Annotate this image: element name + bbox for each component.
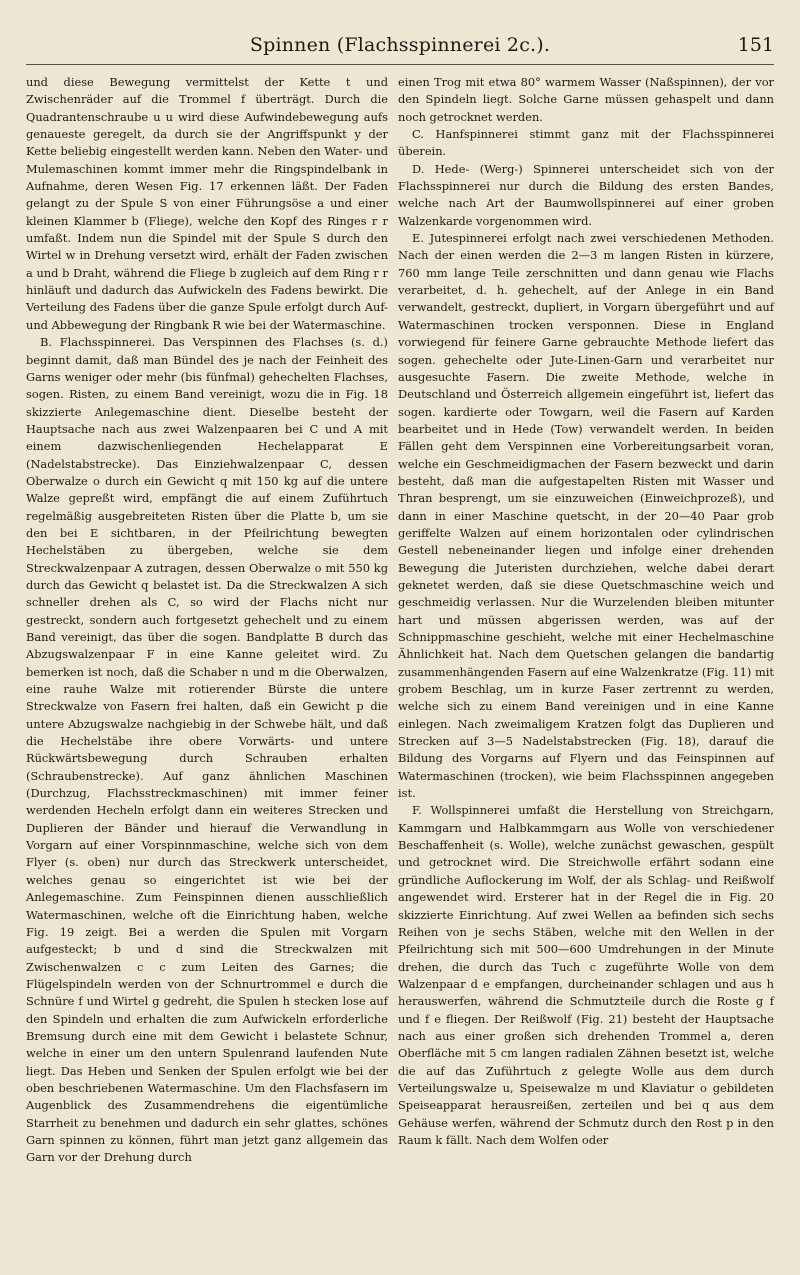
page-number: 151 [737, 34, 774, 56]
paragraph-flachsspinnerei: B. Flachsspinnerei. Das Verspinnen des Flachses (s. d.) beginnt damit, daß man Bündel des je nach der Feinheit des Garns weniger oder mehr (bis fünfmal) gehechelten Flachses, sogen. Risten, zu einem Band vereinigt, wozu die in Fig. 18 skizzierte Anlegemaschine dient. Dieselbe besteht der Hauptsache nach aus zwei Walzenpaaren bei C und A mit einem dazwischenliegenden Hechelapparat E (Nadelstabstrecke). Das Einziehwalzenpaar C, dessen Oberwalze o durch ein Gewicht q mit 150 kg auf die untere Walze gepreßt wird, empfängt die auf einem Zuführtuch regelmäßig ausgebreiteten Risten über die Platte b, um sie den bei E sichtbaren, in der Pfeilrichtung bewegten Hechelstäben zu übergeben, welche sie dem Streckwalzenpaar A zutragen, dessen Oberwalze o mit 550 kg durch das Gewicht q belastet ist. Da die Streckwalzen A sich schneller drehen als C, so wird der Flachs nicht nur gestreckt, sondern auch fortgesetzt gehechelt und zu einem Band vereinigt, das über die sogen. Bandplatte B durch das Abzugswalzenpaar F in eine Kanne geleitet wird. Zu bemerken ist noch, daß die Schaber n und m die Oberwalzen, eine rauhe Walze mit rotierender Bürste die untere Streckwalze von Fasern frei halten, daß ein Gewicht p die untere Abzugswalze nachgiebig in der Schwebe hält, und daß die Hechelstäbe ihre obere Vorwärts- und untere Rückwärtsbewegung durch Schrauben erhalten (Schraubenstrecke). Auf ganz ähnlichen Maschinen (Durchzug, Flachsstreckmaschinen) mit immer feiner werdenden Hecheln erfolgt dann ein weiteres Strecken und Duplieren der Bänder und hierauf die Verwandlung in Vorgarn auf einer Vorspinnmaschine, welche sich von dem Flyer (s. oben) nur durch das Streckwerk unterscheidet, welches genau so eingerichtet ist wie bei der Anlegemaschine. Zum Feinspinnen dienen ausschließlich Watermaschinen, welche oft die Einrichtung haben, welche Fig. 19 zeigt. Bei a werden die Spulen mit Vorgarn aufgesteckt; b und d sind die Streckwalzen mit Zwischenwalzen c c zum Leiten des Garnes; die Flügelspindeln werden von der Schnurtrommel e durch die Schnüre f und Wirtel g gedreht, die Spulen h stecken lose auf den Spindeln und erhalten die zum Aufwickeln erforderliche Bremsung durch eine mit dem Gewicht i belastete Schnur, welche in einer um den untern Spulenrand laufenden Nute liegt. Das Heben und Senken der Spulen erfolgt wie bei der oben beschriebenen Watermaschine. Um den Flachsfasern im Augenblick des Zusammendrehens die eigentümliche Starrheit zu benehmen und dadurch ein sehr glattes, schönes Garn spinnen zu können, führt man jetzt ganz allgemein das Garn vor der Drehung durch [26, 335, 388, 1165]
running-title: Spinnen (Flachsspinnerei 2c.). [249, 34, 551, 56]
paragraph-hedespinnerei: D. Hede- (Werg-) Spinnerei unterscheidet sich von der Flachsspinnerei nur durch die Bildung des ersten Bandes, welche nach Art der Baumwollspinnerei auf einer groben Walzenkarde vorgenommen wird. [398, 161, 774, 228]
right-column [398, 74, 774, 1149]
paragraph-jutespinnerei: E. Jutespinnerei erfolgt nach zwei verschiedenen Methoden. Nach der einen werden die 2—3 m langen Risten in kürzere, 760 mm lange Teile zerschnitten und dann genau wie Flachs verarbeitet, d. h. gehechelt, auf der Anlege in ein Band verwandelt, gestreckt, dupliert, in Vorgarn übergeführt und auf Watermaschinen trocken versponnen. Diese in England vorwiegend für feinere Garne gebrauchte Methode liefert das sogen. gehechelte oder Jute-Linen-Garn und verarbeitet nur ausgesuchte Fasern. Die zweite Methode, welche in Deutschland und Österreich allgemein eingeführt ist, liefert das sogen. kardierte oder Towgarn, weil die Fasern auf Karden bearbeitet und in Hede (Tow) verwandelt werden. In beiden Fällen geht dem Verspinnen eine Vorbereitungsarbeit voran, welche ein Geschmeidigmachen der Fasern bezweckt und darin besteht, daß man die aufgestapelten Risten mit Wasser und Thran besprengt, um sie einzuweichen (Einweichprozeß), und dann in einer Maschine quetscht, in der 20—40 Paar grob geriffelte Walzen auf einem horizontalen oder cylindrischen Gestell nebeneinander liegen und infolge einer drehenden Bewegung die Juteristen durchziehen, welche dabei derart geknetet werden, daß sie diese Quetschmaschine weich und geschmeidig verlassen. Nur die Wurzelenden bleiben mitunter hart und müssen abgerissen werden, was auf der Schnippmaschine geschieht, welche mit einer Hechelmaschine Ähnlichkeit hat. Nach dem Quetschen gelangen die bandartig zusammenhängenden Fasern auf eine Walzenkratze (Fig. 11) mit grobem Beschlag, um in kurze Faser zertrennt zu werden, welche sich zu einem Band vereinigen und in eine Kanne einlegen. Nach zweimaligem Kratzen folgt das Duplieren und Strecken auf 3—5 Nadelstabstrecken (Fig. 18), darauf die Bildung des Vorgarns auf Flyern und das Feinspinnen auf Watermaschinen (trocken), wie beim Flachsspinnen angegeben ist. [398, 231, 774, 801]
paragraph-wollspinnerei: F. Wollspinnerei umfaßt die Herstellung von Streichgarn, Kammgarn und Halbkammgarn aus Wolle von verschiedener Beschaffenheit (s. Wolle), welche zunächst gewaschen, gespült und getrocknet wird. Die Streichwolle erfährt sodann eine gründliche Auflockerung im Wolf, der als Schlag- und Reißwolf angewendet wird. Ersterer hat in der Regel die in Fig. 20 skizzierte Einrichtung. Auf zwei Wellen aa befinden sich sechs Reihen von je sechs Stäben, welche mit den Wellen in der Pfeilrichtung sich mit 500—600 Umdrehungen in der Minute drehen, die durch das Tuch c zugeführte Wolle von dem Walzenpaar d e empfangen, durcheinander schlagen und aus h herauswerfen, während die Schmutzteile durch die Roste g f und f e fliegen. Der Reißwolf (Fig. 21) besteht der Hauptsache nach aus einer großen sich drehenden Trommel a, deren Oberfläche mit 5 cm langen radialen Zähnen besetzt ist, welche die auf das Zuführtuch z gelegte Wolle aus dem durch Verteilungswalze u, Speisewalze m und Klaviatur o gebildeten Speiseapparat herausreißen, zerteilen und bei q aus dem Gehäuse werfen, während der Schmutz durch den Rost p in den Raum k fällt. Nach dem Wolfen oder [398, 803, 774, 1147]
left-column [26, 74, 388, 1167]
paragraph: und diese Bewegung vermittelst der Kette t und Zwischenräder auf die Trommel f überträgt. Durch die Quadrantenschraube u u wird diese Aufwindebewegung aufs genaueste geregelt, da durch sie der Angriffspunkt y der Kette beliebig eingestellt werden kann. Neben den Water- und Mulemaschinen kommt immer mehr die Ringspindelbank in Aufnahme, deren Wesen Fig. 17 erkennen läßt. Der Faden gelangt zu der Spule S von einer Führungsöse a und einer kleinen Klammer b (Fliege), welche den Kopf des Ringes r r umfaßt. Indem nun die Spindel mit der Spule S durch den Wirtel w in Drehung versetzt wird, erhält der Faden zwischen a und b Draht, während die Fliege b zugleich auf dem Ring r r hinläuft und dadurch das Aufwickeln des Fadens bewirkt. Die Verteilung des Fadens über die ganze Spule erfolgt durch Auf- und Abbewegung der Ringbank R wie bei der Watermaschine. [26, 75, 388, 332]
paragraph-hanfspinnerei: C. Hanfspinnerei stimmt ganz mit der Flachsspinnerei überein. [398, 127, 774, 159]
paragraph: einen Trog mit etwa 80° warmem Wasser (Naßspinnen), der vor den Spindeln liegt. Solche Garne müssen gehaspelt und dann noch getrocknet werden. [398, 75, 774, 124]
running-header [26, 30, 774, 65]
